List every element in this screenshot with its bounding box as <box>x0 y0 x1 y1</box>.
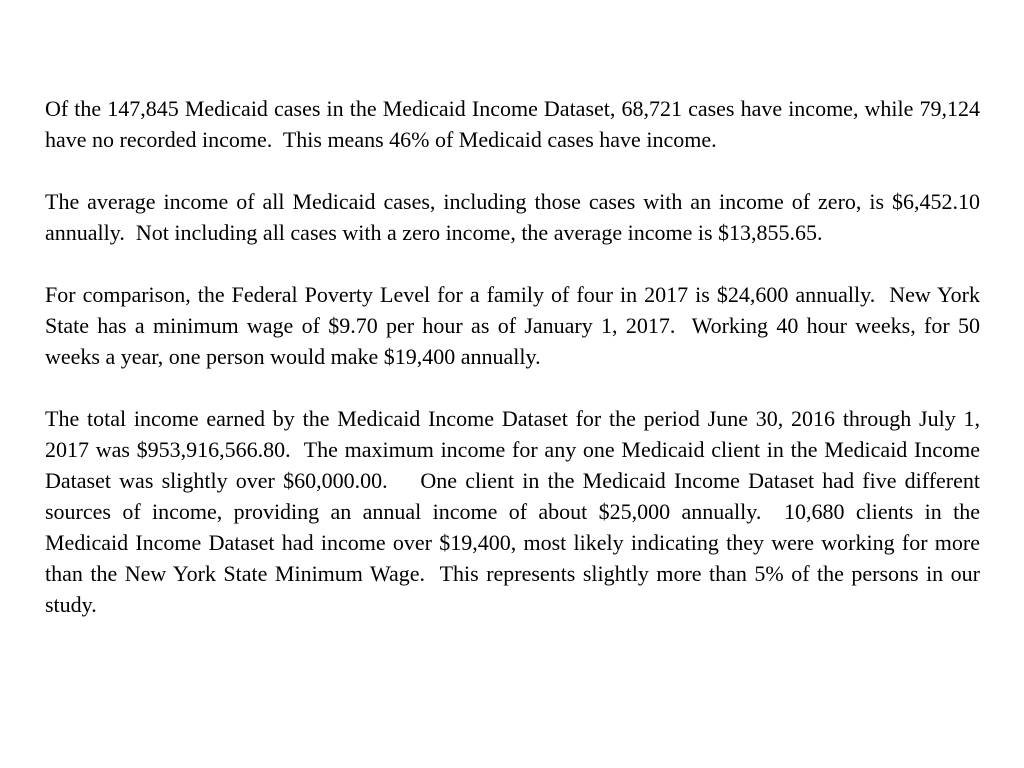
paragraph-average-income: The average income of all Medicaid cases, including those cases with an income of zero, is $6,452.10 annually. Not including all cases with a zero income, the average income is $13,855.65. <box>45 189 986 245</box>
paragraph-medicaid-case-income: Of the 147,845 Medicaid cases in the Medicaid Income Dataset, 68,721 cases have income, while 79,124 have no recorded income. This means 46% of Medicaid cases have income. <box>45 96 986 152</box>
paragraph-poverty-comparison: For comparison, the Federal Poverty Level for a family of four in 2017 is $24,600 annually. New York State has a minimum wage of $9.70 per hour as of January 1, 2017. Working 40 hour weeks, for 50 weeks a year, one person would make $19,400 annually. <box>45 282 986 369</box>
document-body <box>45 93 986 620</box>
paragraph-total-income: The total income earned by the Medicaid Income Dataset for the period June 30, 2016 through July 1, 2017 was $953,916,566.80. The maximum income for any one Medicaid client in the Medicaid Income Dataset was slightly over $60,000.00. One client in the Medicaid Income Dataset had five different sources of income, providing an annual income of about $25,000 annually. 10,680 clients in the Medicaid Income Dataset had income over $19,400, most likely indicating they were working for more than the New York State Minimum Wage. This represents slightly more than 5% of the persons in our study. <box>45 406 986 617</box>
